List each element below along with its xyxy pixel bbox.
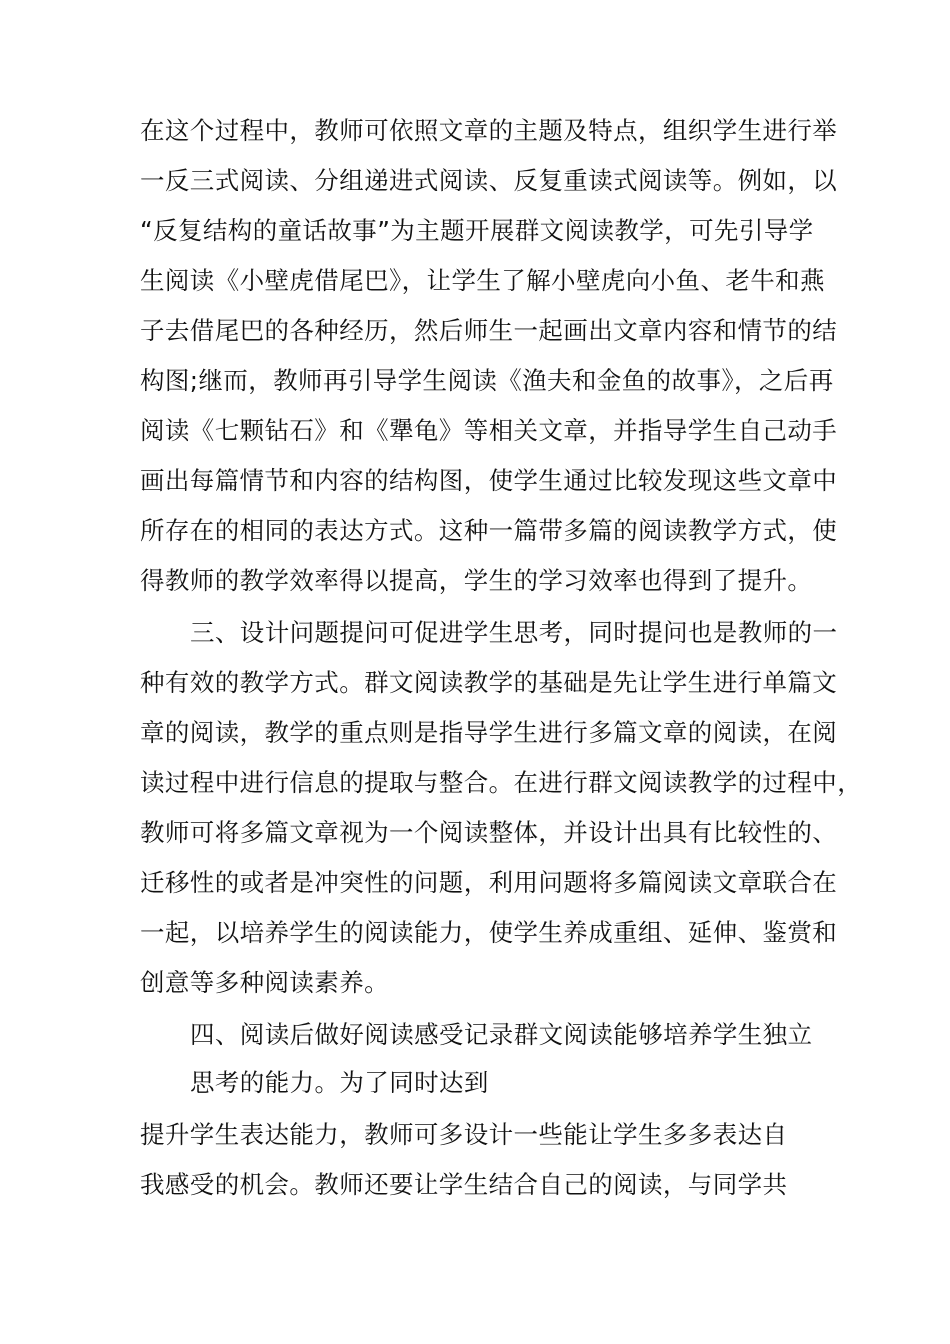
text-line: 画出每篇情节和内容的结构图，使学生通过比较发现这些文章中 [140,466,838,495]
text-line: 所存在的相同的表达方式。这种一篇带多篇的阅读教学方式，使 [140,516,838,545]
section-heading-line: 三、设计问题提问可促进学生思考，同时提问也是教师的一 [190,618,838,647]
text-line: “反复结构的童话故事”为主题开展群文阅读教学，可先引导学 [140,216,814,245]
text-line: 生阅读《小壁虎借尾巴》，让学生了解小壁虎向小鱼、老牛和燕 [140,266,825,295]
text-line: 教师可将多篇文章视为一个阅读整体，并设计出具有比较性的、 [140,818,838,847]
section-heading-line: 四、阅读后做好阅读感受记录群文阅读能够培养学生独立 [190,1020,813,1049]
text-line: 创意等多种阅读素养。 [140,968,389,997]
section-heading-line: 思考的能力。为了同时达到 [190,1068,489,1097]
text-line: 一反三式阅读、分组递进式阅读、反复重读式阅读等。例如，以 [140,166,838,195]
text-line: 一起，以培养学生的阅读能力，使学生养成重组、延伸、鉴赏和 [140,918,838,947]
text-line: 读过程中进行信息的提取与整合。在进行群文阅读教学的过程中， [140,768,863,797]
text-line: 子去借尾巴的各种经历，然后师生一起画出文章内容和情节的结 [140,316,838,345]
text-line: 章的阅读，教学的重点则是指导学生进行多篇文章的阅读，在阅 [140,718,838,747]
text-line: 得教师的教学效率得以提高，学生的学习效率也得到了提升。 [140,566,813,595]
text-line: 种有效的教学方式。群文阅读教学的基础是先让学生进行单篇文 [140,668,838,697]
text-line: 阅读《七颗钻石》和《犟龟》等相关文章，并指导学生自己动手 [140,416,838,445]
text-line: 在这个过程中，教师可依照文章的主题及特点，组织学生进行举 [140,116,838,145]
text-line: 构图;继而，教师再引导学生阅读《渔夫和金鱼的故事》，之后再 [140,366,834,395]
text-line: 我感受的机会。教师还要让学生结合自己的阅读，与同学共 [140,1170,788,1199]
text-line: 提升学生表达能力，教师可多设计一些能让学生多多表达自 [140,1120,788,1149]
text-line: 迁移性的或者是冲突性的问题，利用问题将多篇阅读文章联合在 [140,868,838,897]
